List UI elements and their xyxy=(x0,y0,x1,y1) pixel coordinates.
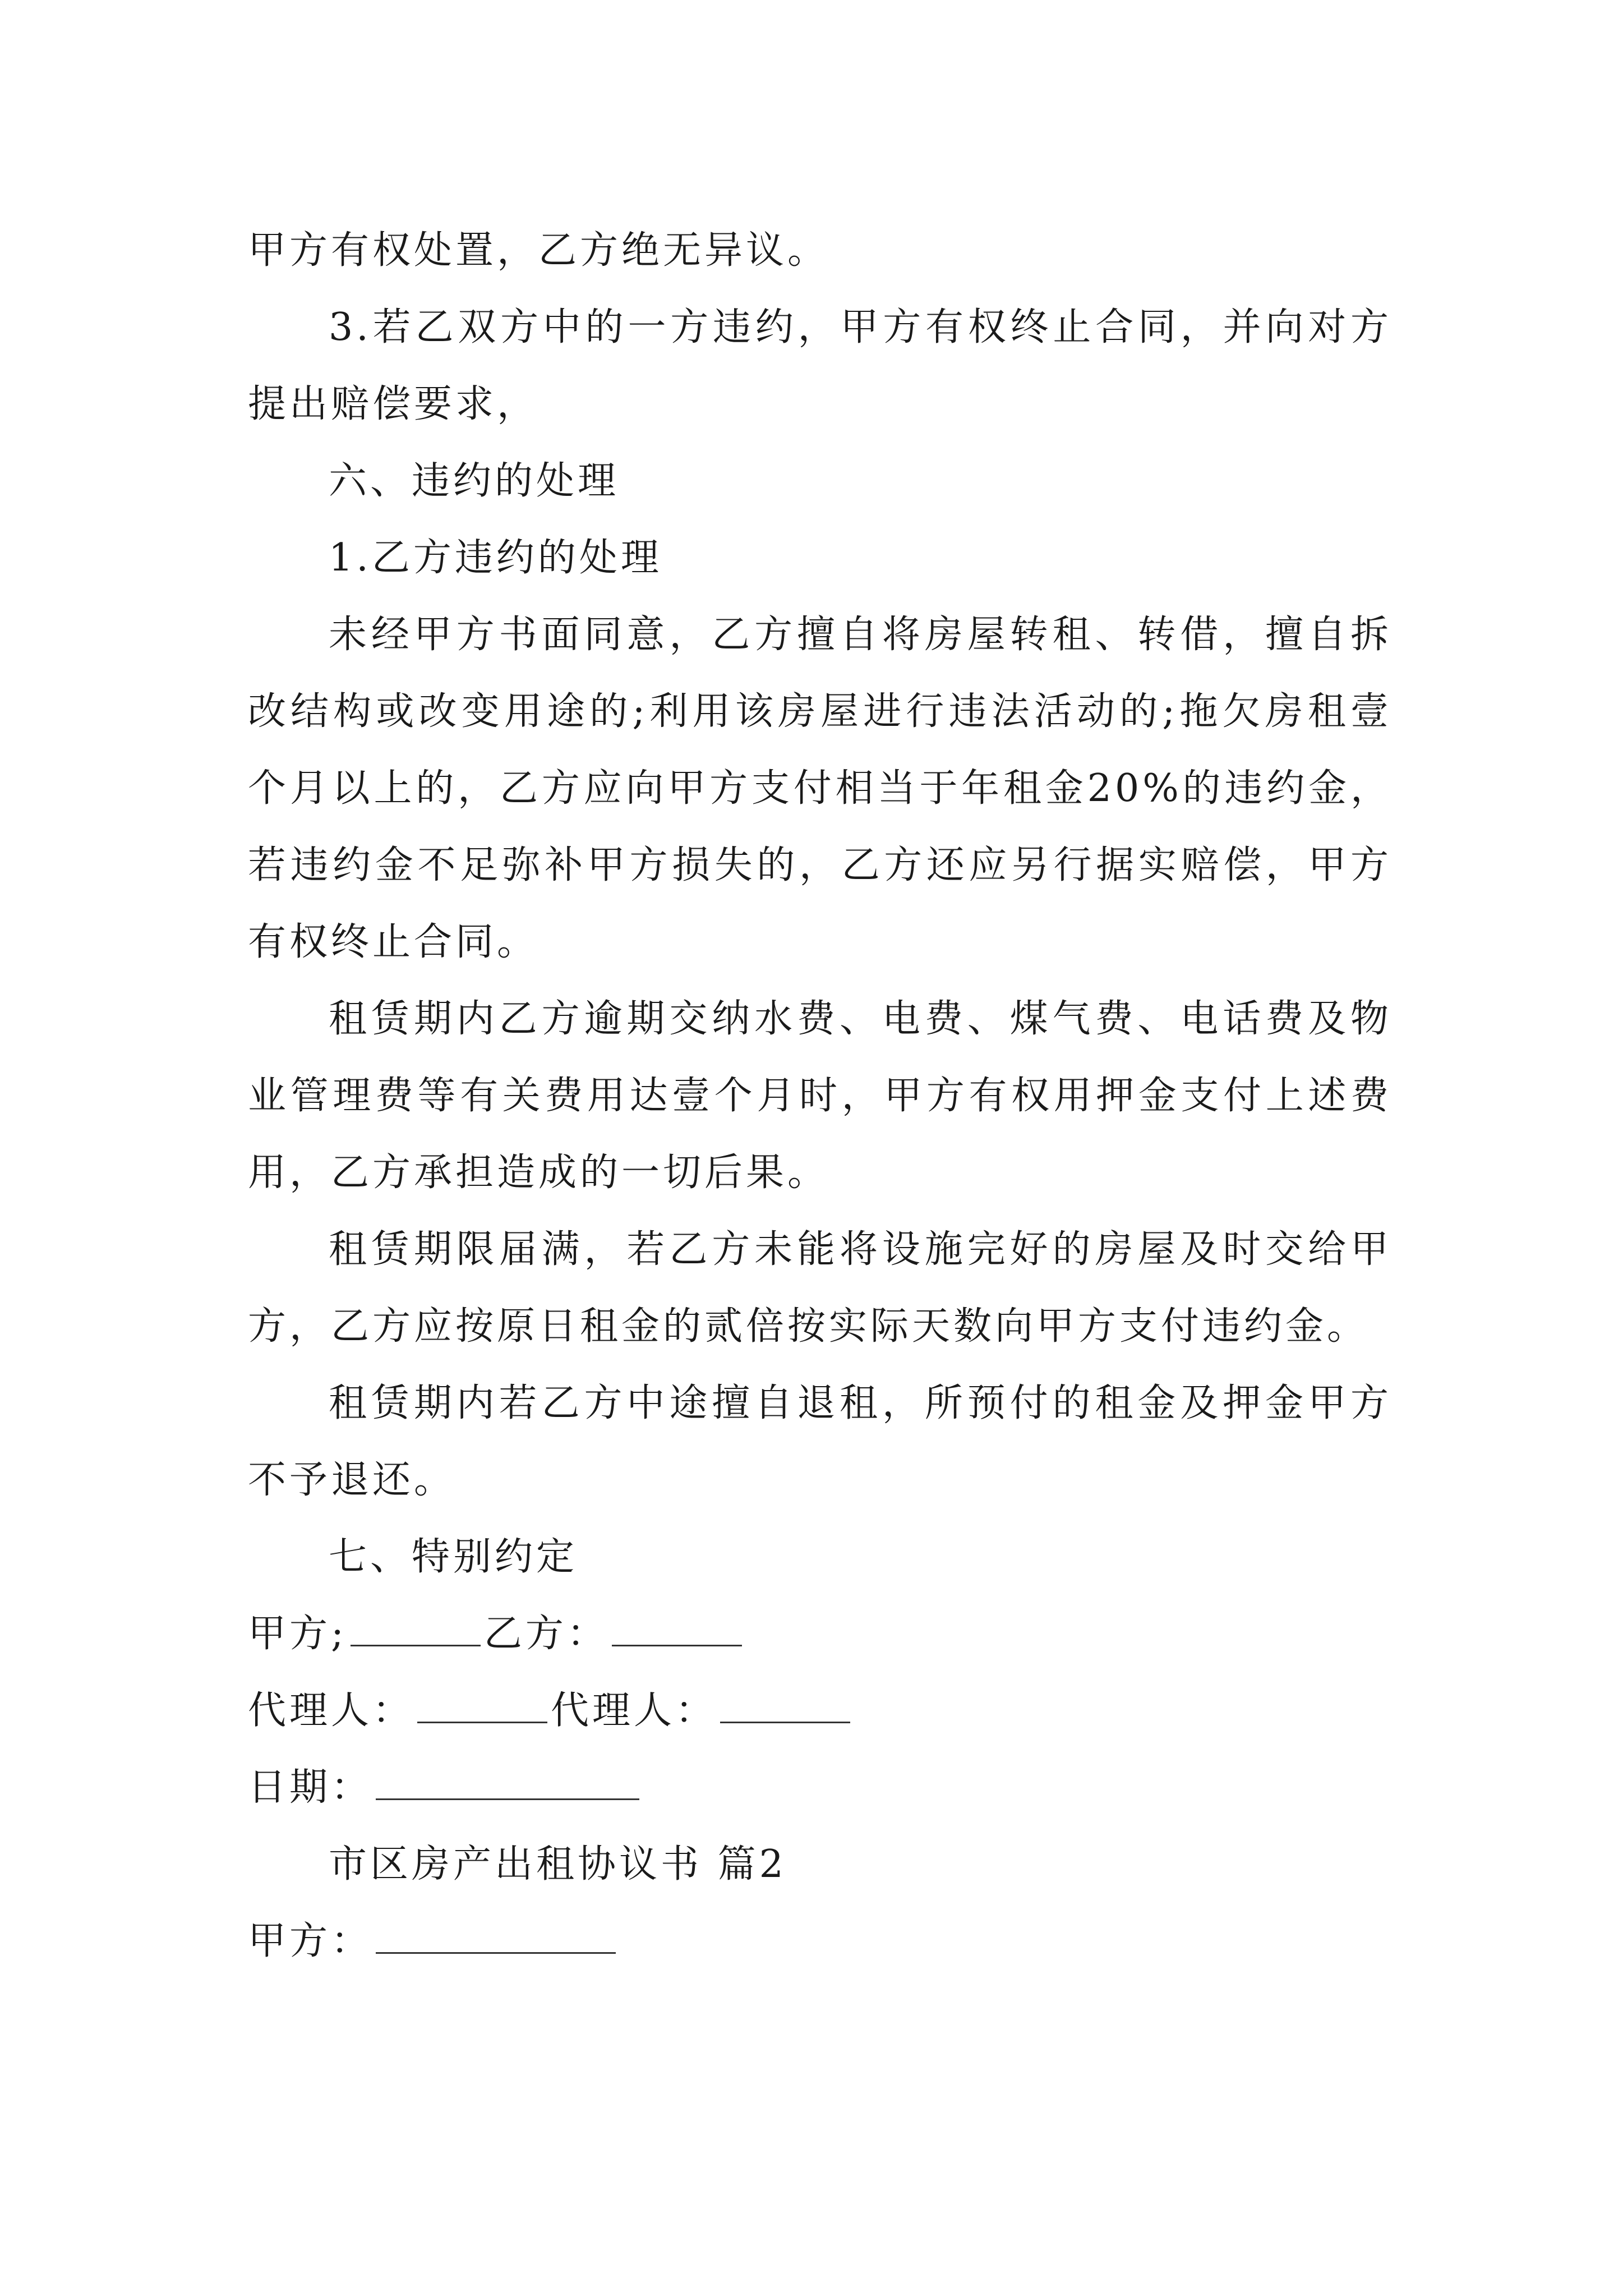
section-heading-7: 七、特别约定 xyxy=(329,1535,578,1579)
party-a-blank xyxy=(351,1613,481,1646)
party-b-blank xyxy=(612,1613,742,1646)
section-2-title: 市区房产出租协议书 篇2 xyxy=(329,1842,787,1887)
paragraph-7: 租赁期限届满，若乙方未能将设施完好的房屋及时交给甲方，乙方应按原日租金的贰倍按实际天数向甲方支付违约金。 xyxy=(248,1227,1392,1349)
agent-b-blank xyxy=(720,1690,850,1723)
date-label: 日期： xyxy=(248,1765,373,1810)
section-2-party-a-line xyxy=(248,1903,1392,1980)
party-a-label: 甲方; xyxy=(248,1612,347,1656)
party-signature-line xyxy=(248,1595,1392,1672)
section-2-party-a-label: 甲方： xyxy=(248,1919,373,1963)
agent-a-blank xyxy=(417,1690,547,1723)
section-2-party-a-blank xyxy=(376,1921,616,1954)
date-blank xyxy=(376,1767,639,1800)
document-body xyxy=(248,212,1392,1980)
section-heading-6: 六、违约的处理 xyxy=(329,459,620,503)
paragraph-6: 租赁期内乙方逾期交纳水费、电费、煤气费、电话费及物业管理费等有关费用达壹个月时，甲方有权用押金支付上述费用，乙方承担造成的一切后果。 xyxy=(248,997,1392,1195)
paragraph-5: 未经甲方书面同意，乙方擅自将房屋转租、转借，擅自拆改结构或改变用途的;利用该房屋进行违法活动的;拖欠房租壹个月以上的，乙方应向甲方支付相当于年租金20%的违约金，若违约金不足弥补甲方损失的，乙方还应另行据实赔偿，甲方有权终止合同。 xyxy=(248,613,1392,964)
paragraph-8: 租赁期内若乙方中途擅自退租，所预付的租金及押金甲方不予退还。 xyxy=(248,1381,1392,1502)
agent-b-label: 代理人： xyxy=(551,1688,717,1733)
agent-signature-line xyxy=(248,1672,1392,1749)
party-b-label: 乙方： xyxy=(483,1612,608,1656)
paragraph-2: 3.若乙双方中的一方违约，甲方有权终止合同，并向对方提出赔偿要求， xyxy=(248,305,1392,426)
agent-a-label: 代理人： xyxy=(248,1688,414,1733)
date-line xyxy=(248,1749,1392,1826)
subheading-1: 1.乙方违约的处理 xyxy=(329,536,662,580)
paragraph-1: 甲方有权处置，乙方绝无异议。 xyxy=(248,228,829,273)
